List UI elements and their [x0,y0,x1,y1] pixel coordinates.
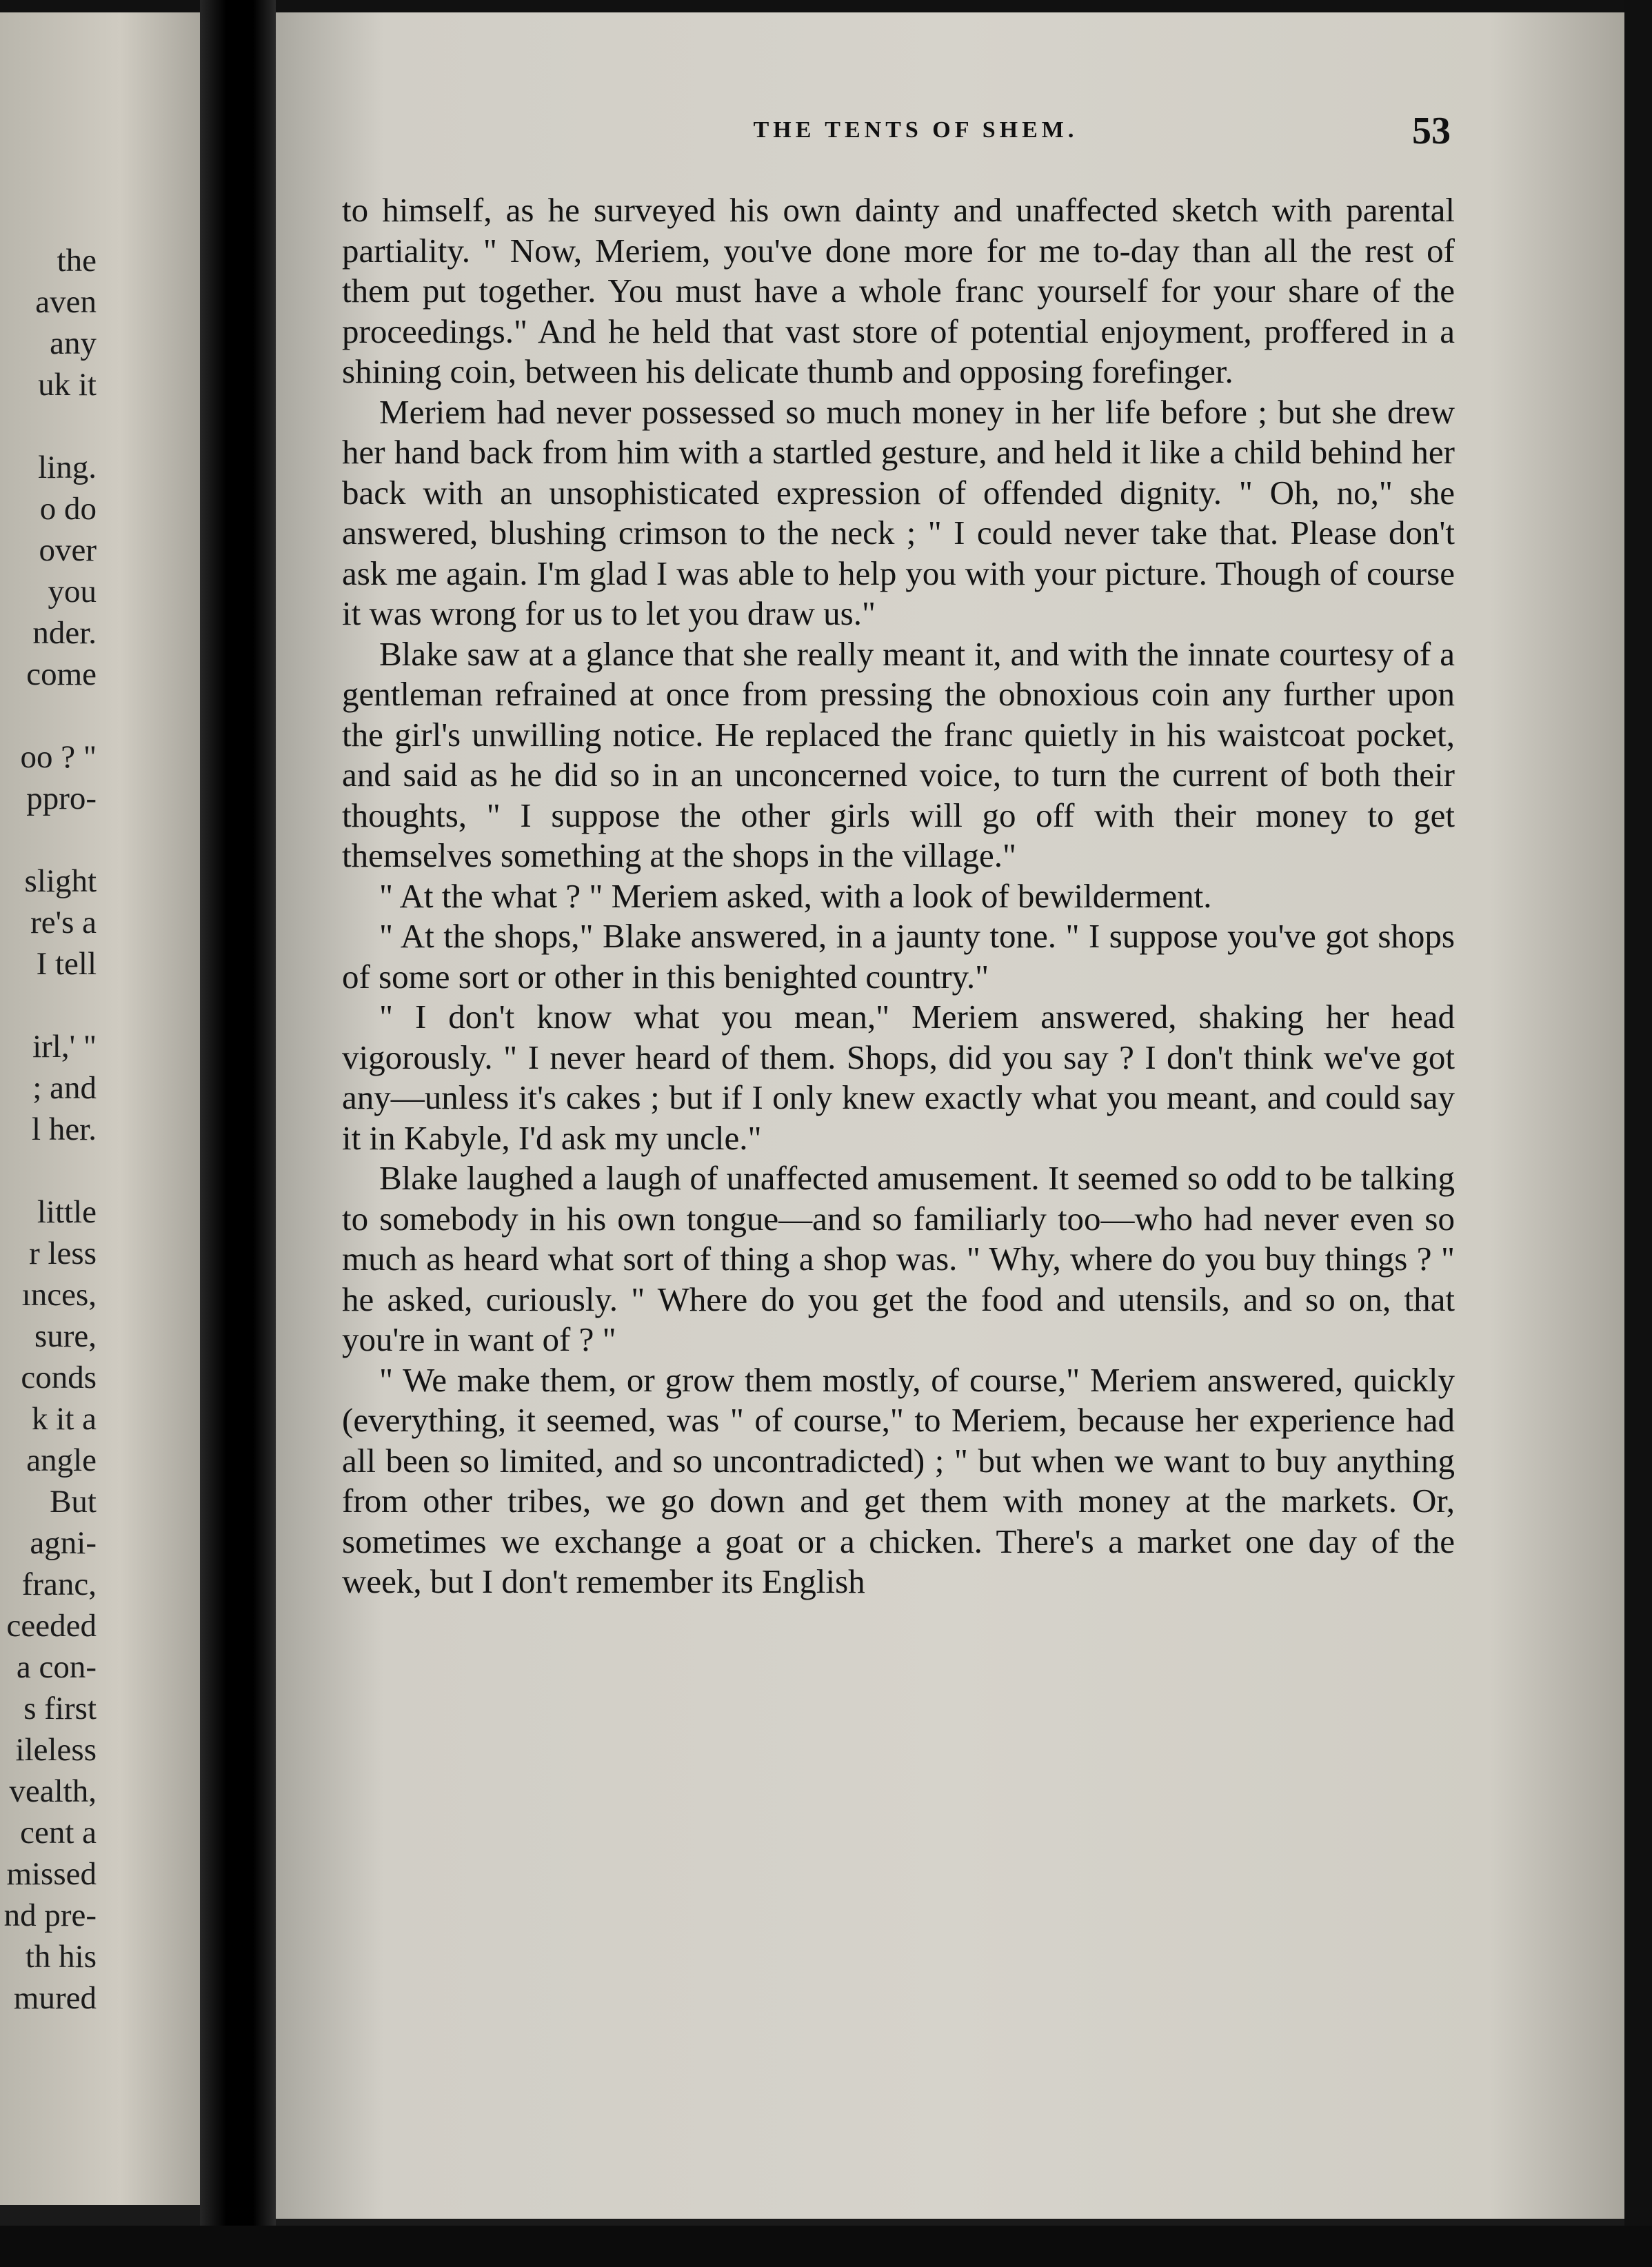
left-line: re's a [30,905,97,940]
paragraph: Meriem had never possessed so much money in her life before ; but she drew her hand back from him with a startled gesture, and held it like a child behind her back with an unsophisticated expression of offended dignity. " Oh, no," she answered, blushing crimson to the neck ; " I could never take that. Please don't ask me again. I'm glad I was able to help you with your picture. Though of course it was wrong for us to let you draw us." [342,392,1455,632]
left-line: mured [13,1980,97,2016]
left-line: nder. [32,615,97,651]
left-line: vealth, [9,1773,97,1809]
left-line: o do [39,491,97,527]
left-line: ; and [32,1070,97,1106]
left-line: r less [29,1236,97,1271]
left-line: conds [21,1360,97,1396]
left-line: any [50,325,97,361]
running-title: THE TENTS OF SHEM. [753,117,1078,143]
left-line [4,1150,97,1191]
left-line: angle [26,1442,97,1478]
left-line: you [48,574,97,609]
left-line: aven [35,284,97,320]
left-line: ceeded [6,1608,97,1644]
left-line: oo ? " [20,739,97,775]
left-line: come [26,656,97,692]
book-gutter-shadow [200,0,276,2267]
left-line: slight [24,863,97,899]
left-line: ling. [38,450,97,485]
page-number: 53 [1412,110,1451,152]
left-page-strip [0,12,200,2205]
body-text [342,190,1455,1602]
left-line [4,405,97,447]
left-line: I tell [36,946,97,982]
paragraph: " At the what ? " Meriem asked, with a look of bewilderment. [379,876,1212,915]
left-line: ppro- [26,780,97,816]
scan-border-bottom [0,2226,1652,2267]
paragraph: Blake saw at a glance that she really meant it, and with the innate courtesy of a gentleman refrained at once from pressing the obnoxious coin any further upon the girl's unwilling notice. He replaced the franc quietly in his waistcoat pocket, and said as he did so in an unconcerned voice, to turn the current of both their thoughts, " I suppose the other girls will go off with their money to get themselves something at the shops in the village." [342,634,1455,874]
left-line: sure, [34,1318,97,1354]
paragraph: " We make them, or grow them mostly, of course," Meriem answered, quickly (everything, it seemed, was " of course," to Meriem, because her experience had all been so limited, and so uncontradicted) ; " but when we want to buy anything from other tribes, we go down and get them with money at the markets. Or, sometimes we exchange a goat or a chicken. There's a market one day of the week, but I don't remember its English [342,1360,1455,1600]
left-line: k it a [32,1401,97,1437]
left-line: over [39,532,97,568]
paragraph: " I don't know what you mean," Meriem answered, shaking her head vigorously. " I never heard of them. Shops, did you say ? I don't think we've got any—unless it's cakes ; but if I only knew exactly what you meant, and could say it in Kabyle, I'd ask my uncle." [342,998,1455,1157]
left-line: missed [6,1856,97,1892]
left-line: nd pre- [3,1897,97,1933]
book-page [276,12,1624,2219]
left-line: agni- [30,1525,97,1561]
left-line [4,695,97,736]
left-line: uk it [38,367,97,403]
left-line [4,985,97,1026]
paragraph: Blake laughed a laugh of unaffected amusement. It seemed so odd to be talking to somebody in his own tongue—and so familiarly too—who had never even so much as heard what sort of thing a shop was. " Why, where do you buy things ? " he asked, curiously. " Where do you get the food and utensils, and so on, that you're in want of ? " [342,1159,1455,1358]
paragraph: to himself, as he surveyed his own dainty and unaffected sketch with parental partiality. " Now, Meriem, you've done more for me to-day than all the rest of them put together. You must have a whole franc yourself for your share of the proceedings." And he held that vast store of potential enjoyment, proffered in a shining coin, between his delicate thumb and opposing forefinger. [342,191,1455,390]
left-line: ınces, [21,1277,97,1313]
left-line: irl,' " [32,1029,97,1065]
left-line: But [50,1484,97,1520]
left-line: the [57,243,97,279]
left-line: l her. [32,1111,97,1147]
left-line: a con- [16,1649,97,1685]
left-line [4,819,97,860]
paragraph: " At the shops," Blake answered, in a jaunty tone. " I suppose you've got shops of some sort or other in this benighted country." [342,917,1455,996]
left-line: s first [23,1691,97,1726]
left-line: th his [25,1939,97,1975]
left-line: little [37,1194,97,1230]
left-line: franc, [21,1566,97,1602]
left-line: cent a [20,1815,97,1851]
left-page-text [4,240,97,2019]
left-line: ileless [15,1732,97,1768]
scan-border-right [1624,0,1652,2267]
